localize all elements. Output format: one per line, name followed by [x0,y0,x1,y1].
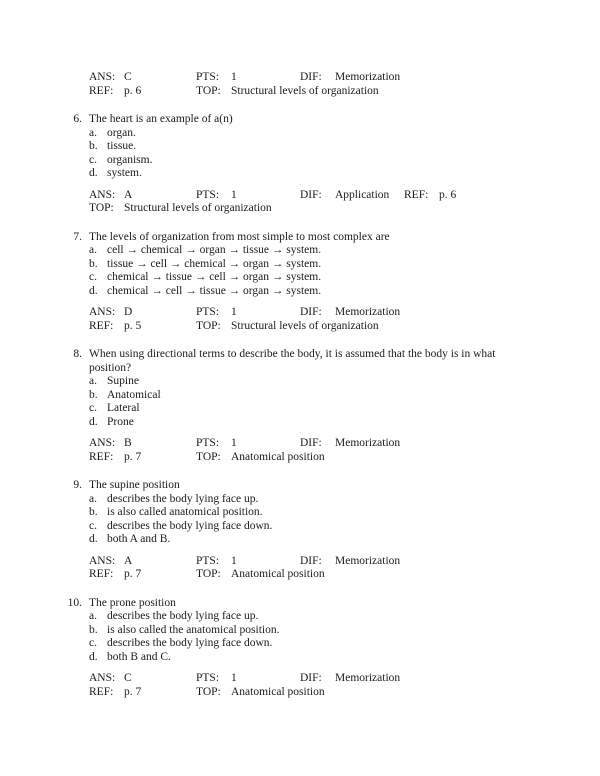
answer-pair [196,686,325,700]
option-letter: d. [89,284,98,297]
ref-value: p. 5 [124,319,142,332]
question-text: The prone position [89,596,176,609]
ref-value: p. 7 [124,450,142,463]
answer-pair [300,306,400,320]
question-number: 10. [67,596,82,609]
answer-pair [196,71,300,85]
option-text: describes the body lying face down. [107,637,273,649]
pts-label: PTS: [196,437,220,449]
ref-label: REF: [89,450,114,463]
ans-label: ANS: [89,437,116,449]
ref-value: p. 6 [439,188,457,201]
option-c [64,271,514,285]
dif-value: Application [335,188,390,201]
pts-label: PTS: [196,672,220,684]
ans-value: D [124,306,133,318]
answer-line [89,306,514,320]
question-number: 6. [73,113,82,125]
option-text: Prone [107,415,134,428]
question-block-10 [64,597,514,700]
option-c [64,520,514,534]
question-block-8 [64,348,514,464]
answer-block [89,306,514,333]
page-content [64,71,514,699]
option-text: describes the body lying face down. [107,519,273,532]
top-label: TOP: [196,450,221,463]
option-letter: a. [89,492,97,505]
option-a [64,244,514,258]
option-text: system. [107,167,142,179]
answer-pair [89,555,196,569]
option-text: both B and C. [107,650,171,663]
option-text: Supine [107,375,139,387]
dif-label: DIF: [300,188,322,201]
top-label: TOP: [89,202,114,214]
option-text: is also called anatomical position. [107,506,263,518]
option-a [64,127,514,141]
top-value: Structural levels of organization [231,84,379,97]
option-d [64,651,514,665]
option-letter: b. [89,623,98,636]
top-value: Anatomical position [231,568,325,580]
option-text: Anatomical [107,388,161,401]
dif-label: DIF: [300,437,322,449]
option-b [64,624,514,638]
option-text: organ. [107,126,136,139]
dif-label: DIF: [300,554,322,567]
pts-value: 1 [231,437,237,449]
question-text: The heart is an example of a(n) [89,113,233,125]
answer-pair [196,555,300,569]
option-text: tissue → cell → chemical → organ → system. [107,257,322,270]
top-label: TOP: [196,568,221,580]
option-a [64,375,514,389]
ans-value: B [124,437,132,449]
question-number: 8. [73,348,82,360]
option-b [64,506,514,520]
answer-pair [89,85,196,99]
ans-label: ANS: [89,71,116,83]
question-line [64,597,514,611]
option-letter: a. [89,126,97,139]
answer-line [89,85,514,99]
question-block-9 [64,479,514,582]
option-c [64,402,514,416]
answer-pair [89,306,196,320]
pts-label: PTS: [196,188,220,201]
question-text: When using directional terms to describe the body, it is assumed that the body is in what [89,348,496,360]
option-b [64,140,514,154]
top-label: TOP: [196,685,221,698]
answer-pair [300,189,404,203]
question-block-6 [64,113,514,216]
ans-label: ANS: [89,672,116,684]
ans-label: ANS: [89,306,116,318]
answer-pair [300,555,400,569]
ans-value: C [124,71,132,83]
ans-label: ANS: [89,188,116,201]
answer-pair [196,306,300,320]
ref-value: p. 7 [124,568,142,580]
question-line [64,113,514,127]
answer-line [89,437,514,451]
question-text: The supine position [89,479,180,491]
option-letter: d. [89,533,98,545]
answer-block [89,189,514,216]
answer-pair [196,568,325,582]
answer-pair [300,71,400,85]
option-letter: a. [89,244,97,256]
pts-value: 1 [231,672,237,684]
option-text: chemical → tissue → cell → organ → system. [107,271,322,283]
answer-pair [89,451,196,465]
answer-line [89,672,514,686]
top-label: TOP: [196,84,221,97]
option-letter: d. [89,167,98,179]
option-letter: c. [89,153,97,166]
dif-label: DIF: [300,306,322,318]
answer-pair [196,437,300,451]
option-letter: b. [89,140,98,152]
option-b [64,389,514,403]
answer-line [89,451,514,465]
answer-pair [89,437,196,451]
option-letter: b. [89,257,98,270]
question-block-7 [64,231,514,334]
answer-block [89,437,514,464]
answer-block [89,672,514,699]
answer-line [89,568,514,582]
answer-pair [404,189,456,203]
option-letter: a. [89,375,97,387]
dif-label: DIF: [300,672,322,684]
pts-value: 1 [231,306,237,318]
answer-pair [89,71,196,85]
answer-line [89,320,514,334]
dif-label: DIF: [300,71,322,83]
dif-value: Memorization [335,71,401,83]
ans-value: C [124,672,132,684]
answer-pair [89,568,196,582]
pts-value: 1 [231,71,237,83]
ref-label: REF: [89,319,114,332]
pts-label: PTS: [196,306,220,318]
answer-line [89,202,514,216]
option-text: both A and B. [107,533,171,545]
option-text: is also called the anatomical position. [107,623,280,636]
dif-value: Memorization [335,554,401,567]
option-text: Lateral [107,402,140,414]
answer-pair [89,672,196,686]
answer-pair [89,202,272,216]
answer-line [89,189,514,203]
ref-value: p. 7 [124,685,142,698]
answer-pair [89,189,196,203]
option-a [64,610,514,624]
top-value: Anatomical position [231,685,325,698]
answer-pair [196,672,300,686]
dif-value: Memorization [335,437,401,449]
answer-pair [300,437,400,451]
answer-pair [89,686,196,700]
question-line [64,231,514,245]
pts-value: 1 [231,554,237,567]
option-letter: d. [89,415,98,428]
option-letter: c. [89,271,97,283]
dif-value: Memorization [335,306,401,318]
option-a [64,493,514,507]
pts-label: PTS: [196,554,220,567]
answer-line [89,555,514,569]
option-text: describes the body lying face up. [107,492,259,505]
top-value: Anatomical position [231,450,325,463]
option-letter: b. [89,506,98,518]
question-text: The levels of organization from most simple to most complex are [89,230,390,243]
ref-label: REF: [404,188,429,201]
option-d [64,533,514,547]
ref-label: REF: [89,685,114,698]
ref-label: REF: [89,568,114,580]
option-text: describes the body lying face up. [107,610,259,622]
option-d [64,416,514,430]
question-text-line2: position? [89,361,132,374]
dif-value: Memorization [335,672,401,684]
option-d [64,167,514,181]
pts-value: 1 [231,188,237,201]
pts-label: PTS: [196,71,220,83]
answer-line [89,71,514,85]
option-letter: c. [89,402,97,414]
option-letter: b. [89,388,98,401]
ans-value: A [124,554,133,567]
option-d [64,285,514,299]
ans-value: A [124,188,133,201]
answer-pair [196,320,379,334]
ref-label: REF: [89,84,114,97]
answer-pair [89,320,196,334]
question-line [64,479,514,493]
answer-pair [196,85,379,99]
option-text: tissue. [107,140,137,152]
question-line [64,348,514,362]
ans-label: ANS: [89,554,116,567]
question-number: 9. [73,479,82,491]
option-c [64,637,514,651]
answer-pair [196,451,325,465]
option-c [64,154,514,168]
question-number: 7. [73,230,82,243]
answer-pair [300,672,400,686]
ref-value: p. 6 [124,84,142,97]
top-value: Structural levels of organization [231,319,379,332]
option-text: organism. [107,153,153,166]
option-b [64,258,514,272]
option-letter: c. [89,519,97,532]
answer-line [89,686,514,700]
top-label: TOP: [196,319,221,332]
top-value: Structural levels of organization [124,202,272,214]
option-text: cell → chemical → organ → tissue → system. [107,244,322,256]
answer-pair [196,189,300,203]
option-letter: a. [89,610,97,622]
answer-block-leading [89,71,514,98]
option-letter: c. [89,637,97,649]
option-letter: d. [89,650,98,663]
option-text: chemical → cell → tissue → organ → system. [107,284,322,297]
answer-block [89,555,514,582]
